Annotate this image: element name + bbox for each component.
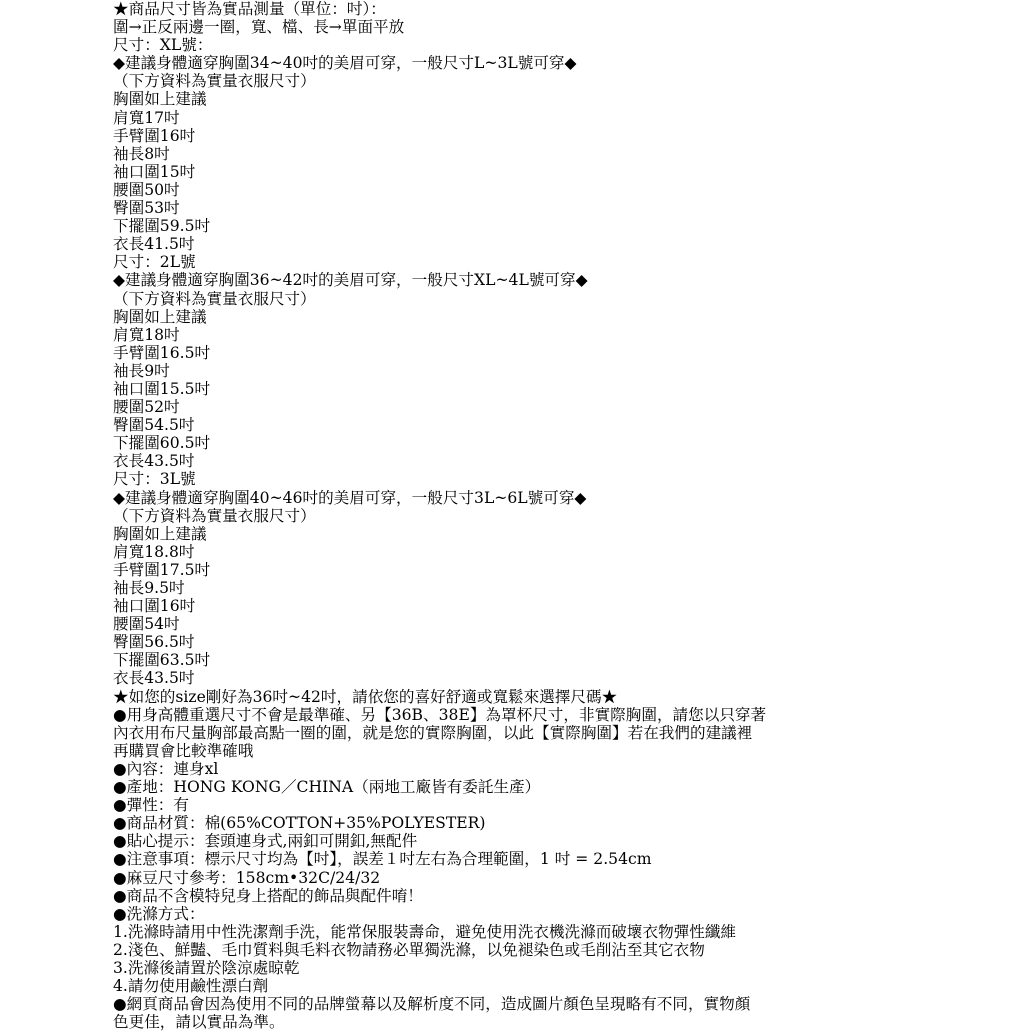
text-line: 胸圍如上建議: [113, 90, 207, 109]
text-line: ●商品不含模特兒身上搭配的飾品與配件唷！: [113, 886, 423, 905]
text-line: 衣長41.5吋: [113, 235, 195, 254]
text-line: ●內容：連身xl: [113, 759, 219, 778]
text-line: ◆建議身體適穿胸圍34~40吋的美眉可穿，一般尺寸L~3L號可穿◆: [113, 54, 577, 73]
product-size-document: [113, 0, 913, 1031]
text-line: 胸圍如上建議: [113, 307, 207, 326]
text-line: 衣長43.5吋: [113, 452, 195, 471]
text-line: 臀圍54.5吋: [113, 416, 195, 435]
text-line: 尺寸：2L號: [113, 253, 196, 272]
text-line: ●產地：HONG KONG／CHINA（兩地工廠皆有委託生產）: [113, 778, 541, 797]
text-line: 腰圍54吋: [113, 615, 180, 634]
text-line: 4.請勿使用鹼性漂白劑: [113, 977, 269, 996]
text-line: 臀圍53吋: [113, 199, 180, 218]
text-line: 袖長9.5吋: [113, 579, 185, 597]
text-line: ●彈性：有: [113, 796, 189, 815]
text-line: ◆建議身體適穿胸圍40~46吋的美眉可穿，一般尺寸3L~6L號可穿◆: [113, 488, 587, 507]
text-line: 尺寸：3L號: [113, 470, 196, 489]
text-line: 手臂圍16吋: [113, 126, 196, 145]
text-line: ★如您的size剛好為36吋~42吋，請依您的喜好舒適或寬鬆來選擇尺碼★: [113, 687, 618, 706]
text-line: ●用身高體重選尺寸不會是最準確、另【36B、38E】為罩杯尺寸，非實際胸圍，請您以只穿著: [113, 705, 767, 724]
text-line: ★商品尺寸皆為實品測量（單位：吋）：: [113, 0, 386, 18]
text-line: 下擺圍59.5吋: [113, 217, 211, 236]
text-line: 2.淺色、鮮豔、毛巾質料與毛料衣物請務必單獨洗滌，以免褪染色或毛削沾至其它衣物: [113, 940, 705, 959]
text-line: 袖長8吋: [113, 144, 170, 163]
text-line: 肩寬17吋: [113, 108, 180, 127]
text-line: 袖長9吋: [113, 361, 170, 380]
text-line: 腰圍52吋: [113, 398, 180, 417]
text-line: 尺寸：XL號：: [113, 36, 213, 55]
text-line: 胸圍如上建議: [113, 524, 207, 543]
text-line: （下方資料為實量衣服尺寸）: [113, 289, 316, 308]
text-line: ●貼心提示：套頭連身式,兩釦可開釦,無配件: [113, 832, 418, 851]
text-line: ●商品材質：棉(65%COTTON+35%POLYESTER): [113, 814, 486, 833]
text-line: 袖口圍16吋: [113, 597, 196, 616]
text-line: 肩寬18吋: [113, 325, 180, 344]
text-line: 下擺圍60.5吋: [113, 434, 211, 453]
text-line: 再購買會比較準確哦: [113, 741, 254, 760]
text-line: （下方資料為實量衣服尺寸）: [113, 506, 316, 525]
text-line: ●洗滌方式：: [113, 904, 205, 923]
text-line: （下方資料為實量衣服尺寸）: [113, 72, 316, 91]
text-line: 內衣用布尺量胸部最高點一圈的圍，就是您的實際胸圍，以此【實際胸圍】若在我們的建議裡: [113, 723, 753, 742]
text-line: 腰圍50吋: [113, 180, 180, 199]
text-line: 下擺圍63.5吋: [113, 651, 211, 670]
text-line: 袖口圍15吋: [113, 162, 196, 181]
text-line: ●注意事項：標示尺寸均為【吋】，誤差１吋左右為合理範圍，1 吋 = 2.54cm: [113, 850, 652, 869]
text-line: 肩寬18.8吋: [113, 542, 195, 561]
text-line: 3.洗滌後請置於陰涼處晾乾: [113, 958, 300, 977]
text-line: 袖口圍15.5吋: [113, 379, 211, 398]
text-line: 手臂圍17.5吋: [113, 560, 211, 579]
text-line: ●網頁商品會因為使用不同的品牌螢幕以及解析度不同，造成圖片顏色呈現略有不同，實物顏: [113, 995, 751, 1014]
text-line: 衣長43.5吋: [113, 669, 195, 688]
text-line: 圍→正反兩邊一圈，寬、檔、長→單面平放: [113, 18, 405, 37]
text-line: ◆建議身體適穿胸圍36~42吋的美眉可穿，一般尺寸XL~4L號可穿◆: [113, 271, 588, 290]
text-line: ●麻豆尺寸參考：158cm•32C/24/32: [113, 868, 381, 887]
text-line: 1.洗滌時請用中性洗潔劑手洗，能常保服裝壽命，避免使用洗衣機洗滌而破壞衣物彈性纖維: [113, 922, 737, 941]
text-line: 手臂圍16.5吋: [113, 343, 211, 362]
text-line: 色更佳，請以實品為準。: [113, 1013, 285, 1031]
text-line: 臀圍56.5吋: [113, 633, 195, 652]
